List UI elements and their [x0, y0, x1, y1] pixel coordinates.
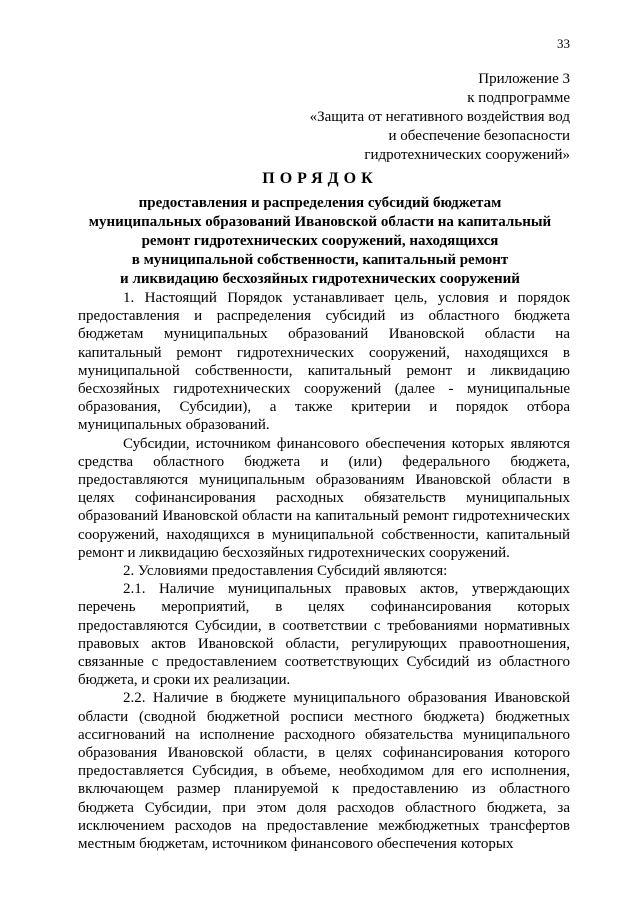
appendix-line: «Защита от негативного воздействия вод: [309, 109, 570, 125]
paragraph: Субсидии, источником финансового обеспечения которых являются средства областного бюджета и (или) федерального бюджета, предоставляются муниципальным образованиям Ивановской области в целях софинансирования расходных обязательств муниципальных образований Ивановской области на капитальный ремонт гидротехнических сооружений, находящихся в муниципальной собственности, капитальный ремонт и ликвидацию бесхозяйных гидротехнических сооружений.: [78, 435, 570, 561]
paragraph: 1. Настоящий Порядок устанавливает цель, условия и порядок предоставления и распределения субсидий из областного бюджета бюджетам муниципальных образований Ивановской области на капитальный ремонт гидротехнических сооружений, находящихся в муниципальной собственности, капитальный ремонт и ликвидацию бесхозяйных гидротехнических сооружений (далее - муниципальные образования, Субсидии), а также критерии и порядок отбора муниципальных образований.: [78, 290, 570, 434]
title-line: и ликвидацию бесхозяйных гидротехнических сооружений: [120, 271, 520, 287]
paragraph: 2.1. Наличие муниципальных правовых актов, утверждающих перечень мероприятий, в целях софинансирования которых предоставляются Субсидии, в соответствии с требованиями нормативных правовых актов Ивановской области, регулирующих правоотношения, связанные с предоставлением соответствующих Субсидий из областного бюджета, и сроки их реализации.: [78, 581, 570, 689]
appendix-header: [310, 70, 570, 165]
appendix-line: и обеспечение безопасности: [388, 128, 570, 144]
title-line: предоставления и распределения субсидий бюджетам: [138, 195, 502, 211]
title-line: муниципальных образований Ивановской области на капитальный: [88, 214, 552, 230]
title-line: ремонт гидротехнических сооружений, находящихся: [141, 233, 499, 249]
document-body: [78, 289, 570, 853]
title-line: в муниципальной собственности, капитальный ремонт: [131, 252, 509, 268]
appendix-line: гидротехнических сооружений»: [364, 147, 570, 163]
paragraph: 2.2. Наличие в бюджете муниципального образования Ивановской области (сводной бюджетной росписи местного бюджета) бюджетных ассигнований на исполнение расходного обязательства муниципального образования Ивановской области, в целях софинансирования которого предоставляется Субсидия, в объеме, необходимом для его исполнения, включающем размер планируемой к предоставлению из областного бюджета Субсидии, при этом доля расходов областного бюджета, за исключением расходов на предоставление межбюджетных трансфертов местным бюджетам, источником финансового обеспечения которых: [78, 690, 570, 853]
appendix-line: к подпрограмме: [467, 90, 570, 106]
paragraph: 2. Условиями предоставления Субсидий являются:: [123, 563, 448, 580]
document-title: [70, 170, 570, 289]
title-main: ПОРЯДОК: [262, 170, 378, 187]
page-number: 33: [557, 36, 570, 51]
appendix-line: Приложение 3: [478, 71, 570, 87]
